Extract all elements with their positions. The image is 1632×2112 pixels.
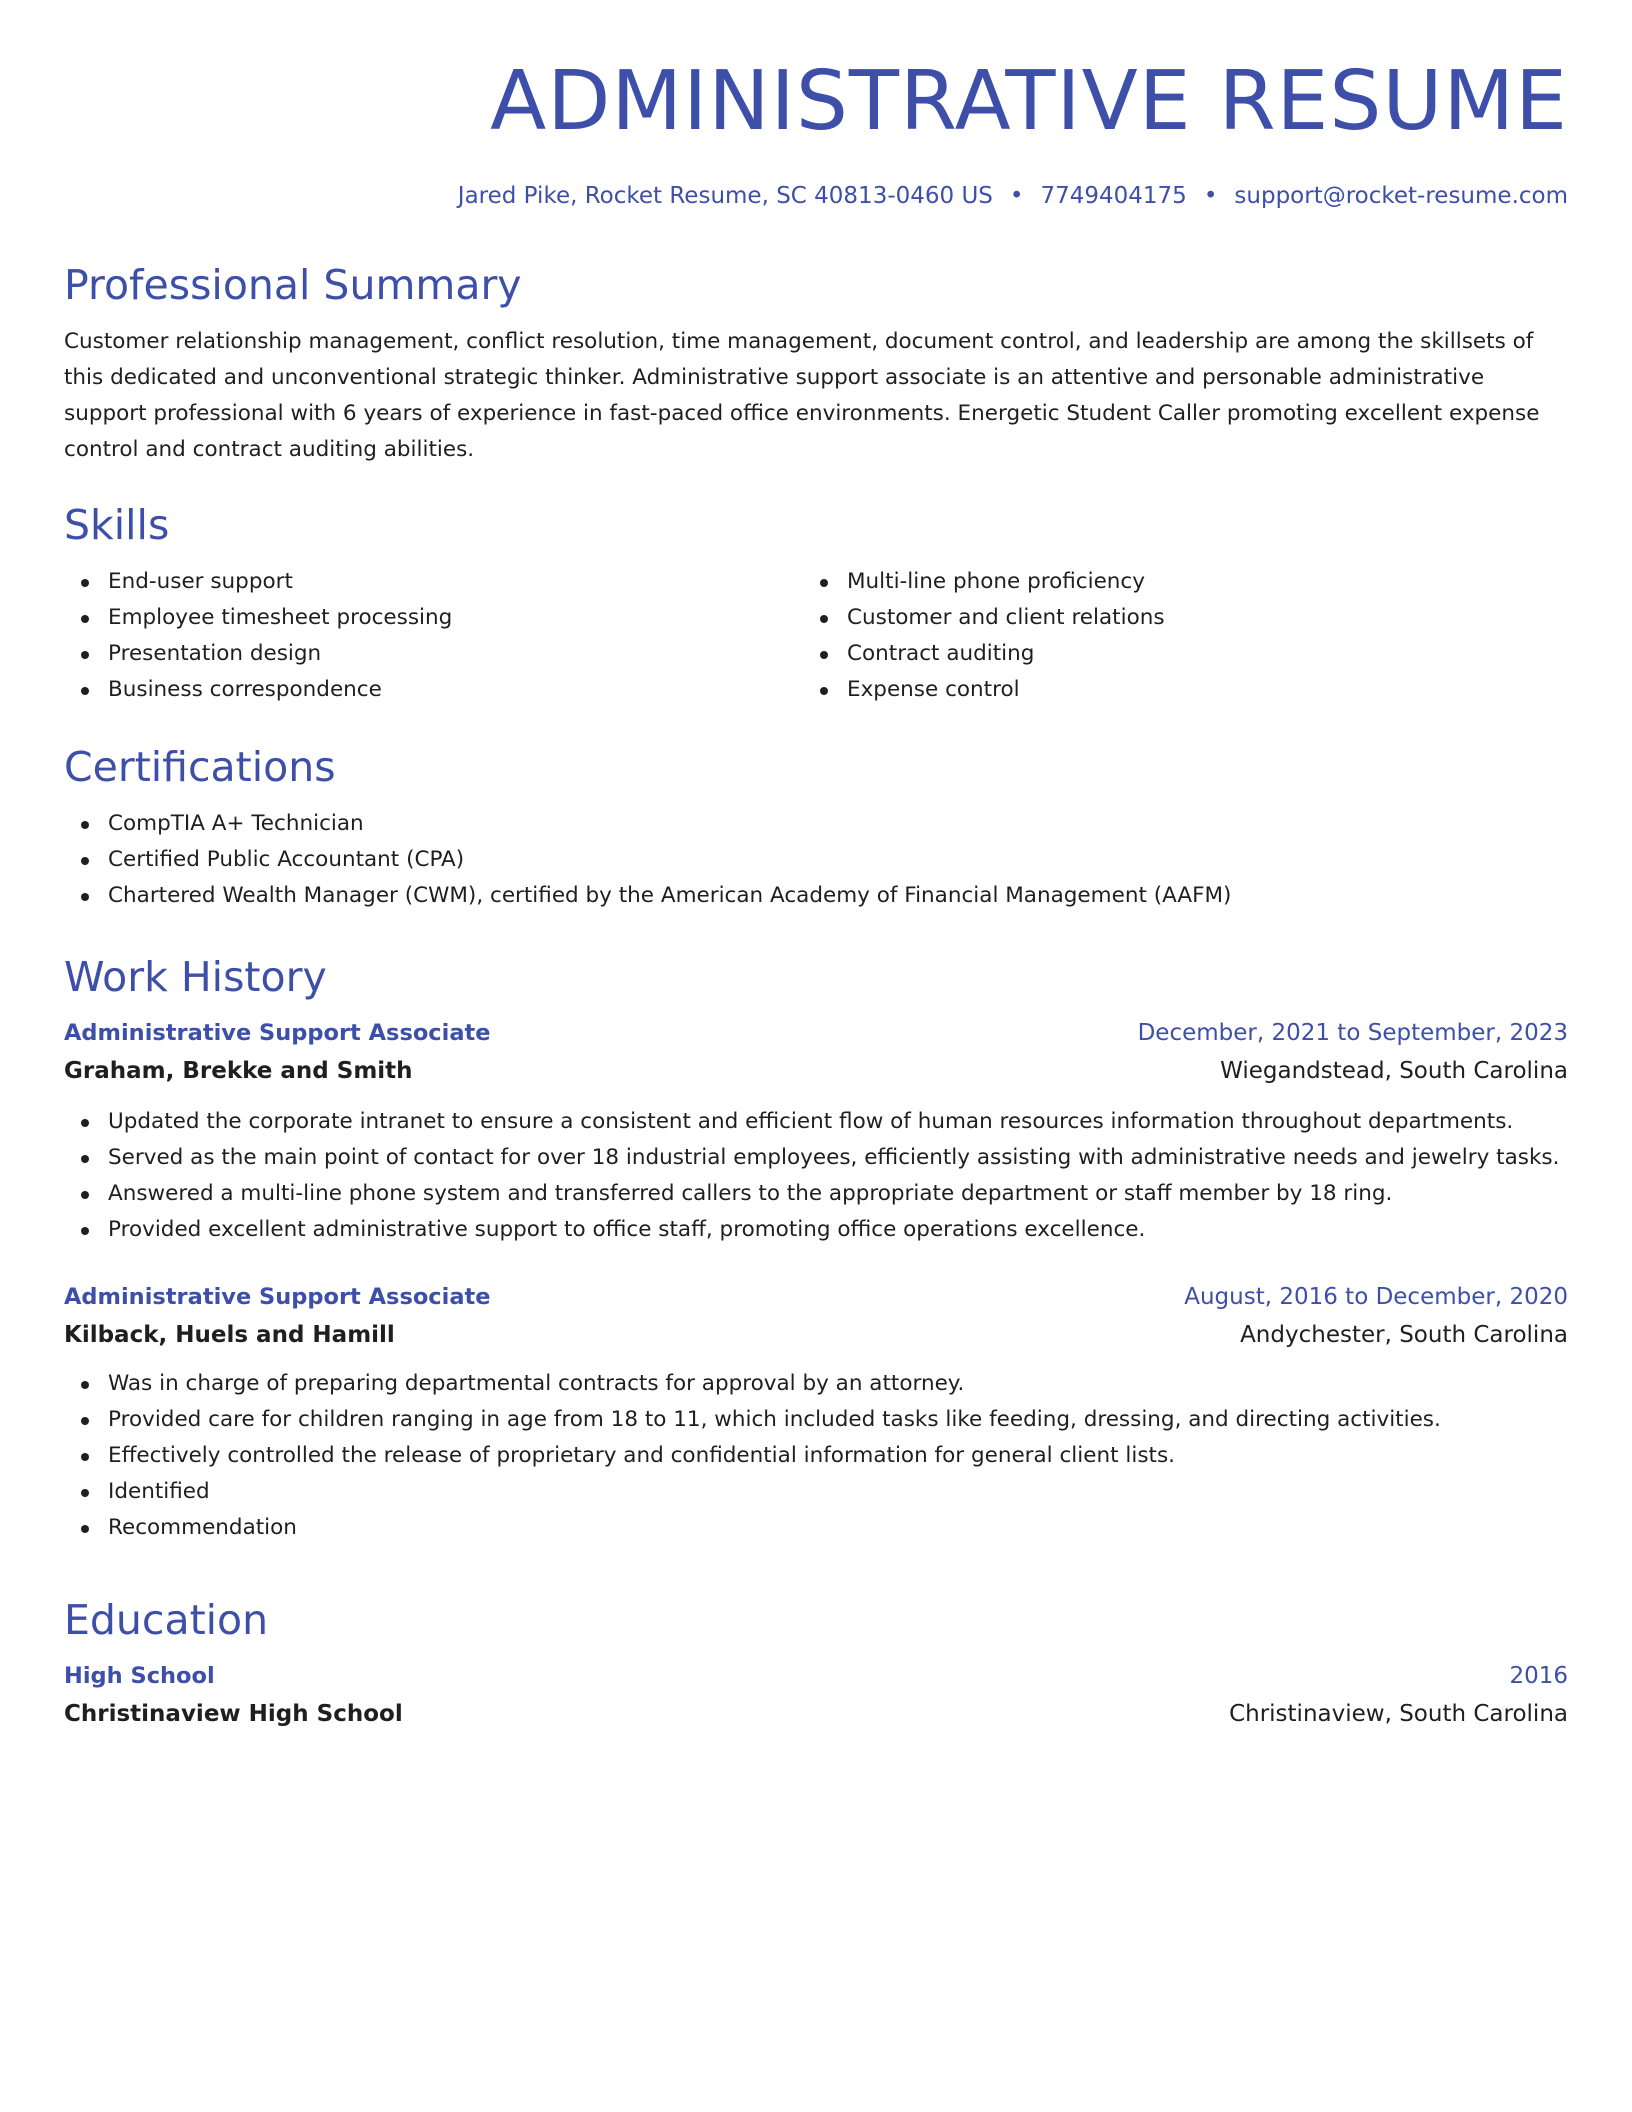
contact-email: support@rocket-resume.com [1234, 183, 1568, 209]
contact-line [458, 181, 1568, 211]
skill-item: Multi-line phone proficiency [803, 564, 1542, 600]
job-company-row [64, 1052, 1568, 1090]
skills-list-left [64, 564, 803, 708]
skill-item: Business correspondence [64, 672, 803, 708]
education-degree: High School [64, 1663, 215, 1689]
skills-section [64, 500, 1568, 708]
job-bullet: Effectively controlled the release of proprietary and confidential information for general client lists. [64, 1438, 1568, 1474]
skill-item: Contract auditing [803, 636, 1542, 672]
job-entry [64, 1278, 1568, 1546]
summary-heading: Professional Summary [64, 261, 522, 309]
certifications-heading: Certifications [64, 743, 336, 791]
job-bullet: Recommendation [64, 1510, 1568, 1546]
education-heading: Education [64, 1596, 269, 1644]
job-bullet: Provided excellent administrative support to office staff, promoting office operations excellence. [64, 1212, 1568, 1248]
education-school-row [64, 1695, 1568, 1733]
skill-item: Expense control [803, 672, 1542, 708]
job-title-row [64, 1278, 1568, 1316]
job-bullet: Updated the corporate intranet to ensure a consistent and efficient flow of human resources information throughout departments. [64, 1104, 1568, 1140]
certification-item: Chartered Wealth Manager (CWM), certified by the American Academy of Financial Management (AAFM) [64, 878, 1568, 914]
certification-item: Certified Public Accountant (CPA) [64, 842, 1568, 878]
certification-item: CompTIA A+ Technician [64, 806, 1568, 842]
job-entry [64, 1014, 1568, 1248]
education-location: Christinaview, South Carolina [1229, 1701, 1568, 1727]
education-entry [64, 1657, 1568, 1733]
skills-heading: Skills [64, 501, 170, 549]
job-location: Andychester, South Carolina [1240, 1322, 1568, 1348]
education-section [64, 1595, 1568, 1733]
skills-list-right [803, 564, 1542, 708]
job-dates: August, 2016 to December, 2020 [1184, 1284, 1568, 1310]
certifications-list [64, 806, 1568, 914]
job-role: Administrative Support Associate [64, 1284, 491, 1310]
job-title-row [64, 1014, 1568, 1052]
job-bullets [64, 1366, 1568, 1546]
contact-phone: 7749404175 [1040, 183, 1187, 209]
job-bullets [64, 1104, 1568, 1248]
work-history-heading: Work History [64, 953, 327, 1001]
job-company-row [64, 1316, 1568, 1354]
skill-item: Presentation design [64, 636, 803, 672]
work-history-section [64, 952, 1568, 1546]
contact-separator: • [1203, 183, 1218, 209]
skill-item: End-user support [64, 564, 803, 600]
education-school: Christinaview High School [64, 1701, 403, 1727]
job-dates: December, 2021 to September, 2023 [1137, 1020, 1568, 1046]
education-degree-row [64, 1657, 1568, 1695]
job-bullet: Was in charge of preparing departmental contracts for approval by an attorney. [64, 1366, 1568, 1402]
job-location: Wiegandstead, South Carolina [1220, 1058, 1568, 1084]
contact-address: Jared Pike, Rocket Resume, SC 40813-0460 US [457, 183, 993, 209]
job-role: Administrative Support Associate [64, 1020, 491, 1046]
job-bullet: Answered a multi-line phone system and transferred callers to the appropriate department or staff member by 18 ring. [64, 1176, 1568, 1212]
job-bullet: Provided care for children ranging in age from 18 to 11, which included tasks like feeding, dressing, and directing activities. [64, 1402, 1568, 1438]
skills-columns [64, 564, 1568, 708]
job-bullet: Served as the main point of contact for over 18 industrial employees, efficiently assisting with administrative needs and jewelry tasks. [64, 1140, 1568, 1176]
job-company: Kilback, Huels and Hamill [64, 1322, 395, 1348]
skill-item: Employee timesheet processing [64, 600, 803, 636]
education-year: 2016 [1509, 1663, 1568, 1689]
certifications-section [64, 742, 1568, 914]
job-company: Graham, Brekke and Smith [64, 1058, 413, 1084]
skill-item: Customer and client relations [803, 600, 1542, 636]
job-bullet: Identified [64, 1474, 1568, 1510]
contact-separator: • [1009, 183, 1024, 209]
resume-title: ADMINISTRATIVE RESUME [490, 54, 1568, 149]
summary-section [64, 260, 1568, 468]
summary-text: Customer relationship management, conflict resolution, time management, document control, and leadership are among the skillsets of this dedicated and unconventional strategic thinker. Administrative support associate is an attentive and personable administrative support professional with 6 years of experience in fast-paced office environments. Energetic Student Caller promoting excellent expense control and contract auditing abilities. [64, 329, 1540, 462]
